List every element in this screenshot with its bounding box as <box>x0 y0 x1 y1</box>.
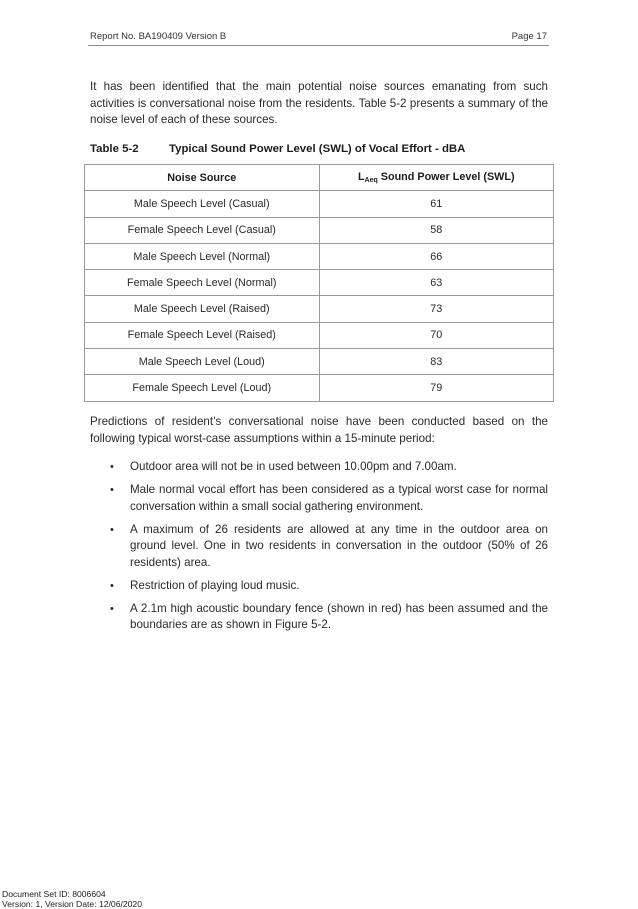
noise-source-cell: Female Speech Level (Normal) <box>85 270 320 296</box>
noise-source-cell: Male Speech Level (Loud) <box>85 349 320 375</box>
col-header-sound-power-level: $L_{Aeq}$ Sound Power Level (SWL) <box>319 165 554 191</box>
document-set-id: Document Set ID: 8006604 <box>2 889 106 899</box>
table-row <box>85 296 554 322</box>
predictions-paragraph: Predictions of resident’s conversational noise have been conducted based on the following typical worst-case assumptions within a 15-minute period: <box>90 415 548 445</box>
bullet-icon: • <box>110 523 114 536</box>
noise-source-cell: Female Speech Level (Raised) <box>85 322 320 348</box>
bullet-icon: • <box>110 602 114 615</box>
sound-level-cell: 66 <box>319 243 554 269</box>
sound-level-cell: 61 <box>319 191 554 217</box>
table-row <box>85 270 554 296</box>
list-item-text: Male normal vocal effort has been considered as a typical worst case for normal conversation within a small social gathering environment. <box>130 483 548 513</box>
page-number: Page 17 <box>511 31 547 42</box>
sound-power-table <box>84 164 554 402</box>
noise-source-cell: Female Speech Level (Loud) <box>85 375 320 401</box>
list-item-text: A 2.1m high acoustic boundary fence (shown in red) has been assumed and the boundaries are as shown in Figure 5-2. <box>130 601 548 631</box>
assumptions-list <box>90 459 548 640</box>
version-info: Version: 1, Version Date: 12/06/2020 <box>2 899 142 909</box>
bullet-icon: • <box>110 579 114 592</box>
table-title: Typical Sound Power Level (SWL) of Vocal Effort - dBA <box>169 143 466 155</box>
table-row <box>85 322 554 348</box>
intro-paragraph: It has been identified that the main potential noise sources emanating from such activities is conversational noise from the residents. Table 5-2 presents a summary of the noise level of each of these sources. <box>90 80 548 126</box>
sound-level-cell: 79 <box>319 375 554 401</box>
list-item-text: Restriction of playing loud music. <box>130 578 300 592</box>
bullet-icon: • <box>110 461 114 473</box>
report-number: Report No. BA190409 Version B <box>90 31 227 42</box>
noise-source-cell: Male Speech Level (Normal) <box>85 243 320 269</box>
table-row <box>85 375 554 401</box>
page-header <box>88 29 549 46</box>
table-number: Table 5-2 <box>90 143 139 155</box>
table-row <box>85 191 554 217</box>
list-item <box>90 482 548 515</box>
table-row <box>85 217 554 243</box>
sound-level-cell: 70 <box>319 322 554 348</box>
list-item <box>90 601 548 634</box>
table-row <box>85 243 554 269</box>
sound-level-cell: 58 <box>319 217 554 243</box>
sound-level-cell: 63 <box>319 270 554 296</box>
list-item-text: A maximum of 26 residents are allowed at any time in the outdoor area on ground level. One in two residents in conversation in the outdoor (50% of 26 residents) area. <box>130 522 548 569</box>
table-header-row <box>85 165 554 191</box>
list-item <box>90 522 548 572</box>
table-row <box>85 349 554 375</box>
noise-source-cell: Male Speech Level (Casual) <box>85 191 320 217</box>
sound-level-cell: 83 <box>319 349 554 375</box>
list-item <box>90 578 548 595</box>
bullet-icon: • <box>110 484 114 496</box>
sound-level-cell: 73 <box>319 296 554 322</box>
noise-source-cell: Female Speech Level (Casual) <box>85 217 320 243</box>
list-item <box>90 459 548 476</box>
col-header-noise-source: Noise Source <box>85 165 320 191</box>
list-item-text: Outdoor area will not be in used between 10.00pm and 7.00am. <box>130 460 457 473</box>
laeq-subscript: Aeq <box>364 177 378 185</box>
noise-source-cell: Male Speech Level (Raised) <box>85 296 320 322</box>
document-footer <box>2 889 142 909</box>
